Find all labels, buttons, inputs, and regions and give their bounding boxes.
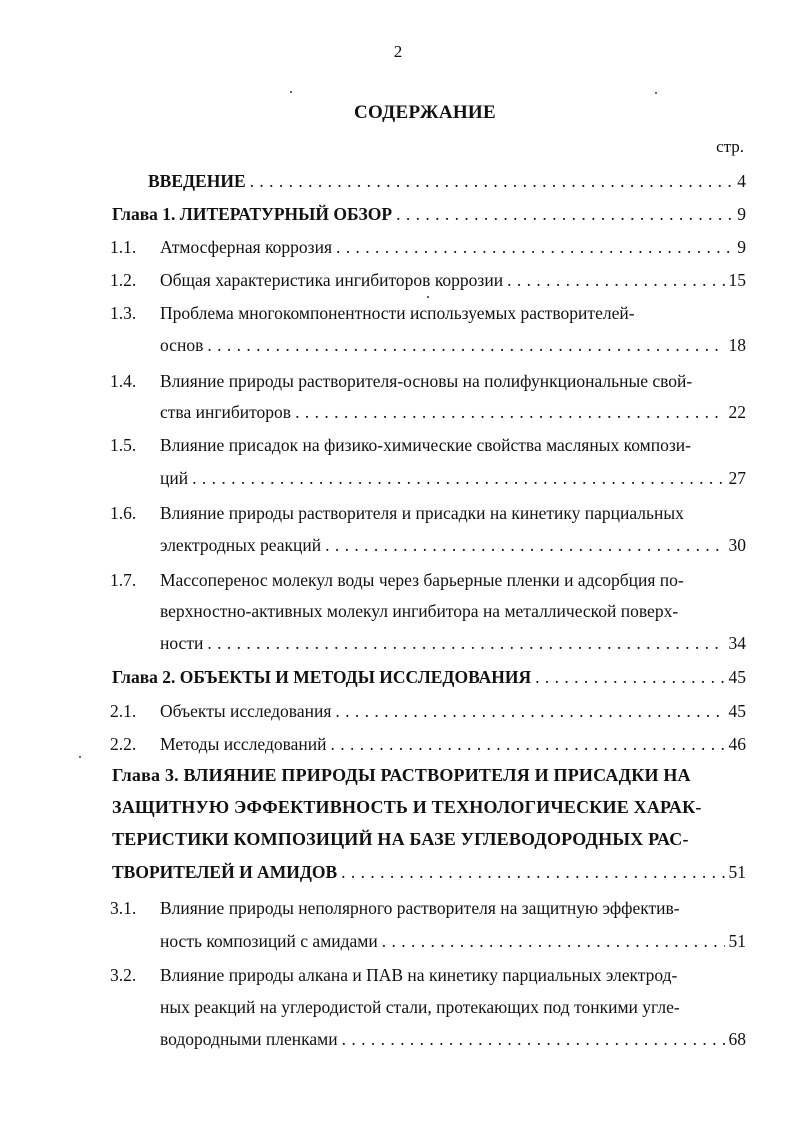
toc-page-number: 45 bbox=[728, 701, 746, 721]
toc-entry-title: Общая характеристика ингибиторов коррозии bbox=[160, 270, 504, 290]
toc-entry-1-3-line1[interactable] bbox=[110, 303, 635, 324]
dot-leader bbox=[382, 931, 725, 952]
toc-page-number: 15 bbox=[728, 270, 746, 290]
toc-section-number: 1.6. bbox=[110, 503, 137, 523]
toc-entry-title: Глава 1. ЛИТЕРАТУРНЫЙ ОБЗОР bbox=[112, 204, 393, 224]
toc-entry-title-cont: ТВОРИТЕЛЕЙ И АМИДОВ bbox=[112, 862, 338, 882]
toc-page-number: 22 bbox=[728, 402, 746, 422]
toc-entry-2-2[interactable] bbox=[110, 734, 746, 755]
toc-page-number: 27 bbox=[728, 468, 746, 488]
dot-leader bbox=[341, 862, 724, 883]
toc-page-number: 18 bbox=[728, 335, 746, 355]
toc-entry-title: ВВЕДЕНИЕ bbox=[148, 171, 246, 191]
toc-page-number: 45 bbox=[728, 667, 746, 687]
toc-entry-1-5-line1[interactable] bbox=[110, 435, 691, 456]
toc-entry-title: Влияние природы алкана и ПАВ на кинетику парциальных электрод- bbox=[160, 965, 678, 985]
dot-leader bbox=[325, 535, 724, 556]
toc-entry-2-1[interactable] bbox=[110, 701, 746, 722]
toc-section-number: 3.2. bbox=[110, 965, 137, 985]
toc-entry-chapter-3-line2[interactable] bbox=[112, 797, 702, 818]
dot-leader bbox=[207, 633, 724, 654]
toc-entry-title-cont: электродных реакций bbox=[160, 535, 322, 555]
dot-leader bbox=[396, 204, 733, 225]
toc-entry-chapter-3-line1[interactable] bbox=[112, 765, 691, 786]
page-column-label: стр. bbox=[716, 137, 744, 156]
toc-entry-title-cont: ТЕРИСТИКИ КОМПОЗИЦИЙ НА БАЗЕ УГЛЕВОДОРОДНЫХ РАС- bbox=[112, 829, 689, 849]
toc-entry-1-7-line2[interactable] bbox=[160, 601, 678, 622]
toc-section-number: 1.5. bbox=[110, 435, 137, 455]
toc-entry-title: Глава 3. ВЛИЯНИЕ ПРИРОДЫ РАСТВОРИТЕЛЯ И ПРИСАДКИ НА bbox=[112, 765, 691, 785]
toc-entry-title: Влияние природы растворителя-основы на полифункциональные свой- bbox=[160, 371, 693, 391]
toc-section-number: 1.1. bbox=[110, 237, 137, 257]
toc-entry-1-3[interactable] bbox=[160, 335, 746, 356]
toc-entry-title-cont: основ bbox=[160, 335, 204, 355]
page-title: СОДЕРЖАНИЕ bbox=[354, 102, 496, 123]
toc-entry-chapter-1[interactable] bbox=[112, 204, 746, 225]
toc-entry-3-1[interactable] bbox=[160, 931, 746, 952]
toc-page-number: 51 bbox=[728, 862, 746, 882]
toc-entry-1-4[interactable] bbox=[160, 402, 746, 423]
toc-entry-title: Влияние природы растворителя и присадки на кинетику парциальных bbox=[160, 503, 684, 523]
dot-leader bbox=[335, 701, 724, 722]
toc-section-number: 3.1. bbox=[110, 898, 137, 918]
dot-leader bbox=[336, 237, 733, 258]
toc-entry-title: Методы исследований bbox=[160, 734, 327, 754]
toc-entry-1-7-line1[interactable] bbox=[110, 570, 684, 591]
toc-entry-title-cont: ЗАЩИТНУЮ ЭФФЕКТИВНОСТЬ И ТЕХНОЛОГИЧЕСКИЕ ХАРАК- bbox=[112, 797, 702, 817]
toc-entry-title-cont: ности bbox=[160, 633, 204, 653]
toc-entry-1-5[interactable] bbox=[160, 468, 746, 489]
toc-entry-3-2[interactable] bbox=[160, 1029, 746, 1050]
dot-leader bbox=[192, 468, 724, 489]
toc-entry-introduction[interactable] bbox=[148, 171, 746, 192]
dot-leader bbox=[295, 402, 724, 423]
page-number: 2 bbox=[393, 42, 403, 61]
toc-entry-1-4-line1[interactable] bbox=[110, 371, 693, 392]
toc-section-number: 1.7. bbox=[110, 570, 137, 590]
scan-speck bbox=[427, 296, 429, 298]
toc-section-number: 1.4. bbox=[110, 371, 137, 391]
toc-entry-title-cont: ность композиций с амидами bbox=[160, 931, 378, 951]
toc-entry-title: Влияние присадок на физико-химические свойства масляных компози- bbox=[160, 435, 691, 455]
toc-entry-3-2-line1[interactable] bbox=[110, 965, 678, 986]
toc-entry-1-7[interactable] bbox=[160, 633, 746, 654]
toc-page-number: 46 bbox=[728, 734, 746, 754]
toc-entry-title: Влияние природы неполярного растворителя на защитную эффектив- bbox=[160, 898, 680, 918]
dot-leader bbox=[342, 1029, 725, 1050]
scan-speck bbox=[290, 91, 292, 93]
toc-entry-title-cont: ных реакций на углеродистой стали, протекающих под тонкими угле- bbox=[160, 997, 680, 1017]
dot-leader bbox=[507, 270, 724, 291]
toc-page-number: 68 bbox=[728, 1029, 746, 1049]
toc-page-number: 9 bbox=[737, 204, 746, 224]
toc-section-number: 2.2. bbox=[110, 734, 137, 754]
toc-entry-title: Глава 2. ОБЪЕКТЫ И МЕТОДЫ ИССЛЕДОВАНИЯ bbox=[112, 667, 532, 687]
toc-entry-1-6-line1[interactable] bbox=[110, 503, 684, 524]
toc-entry-title-cont: верхностно-активных молекул ингибитора на металлической поверх- bbox=[160, 601, 679, 621]
toc-entry-3-2-line2[interactable] bbox=[160, 997, 680, 1018]
toc-entry-3-1-line1[interactable] bbox=[110, 898, 680, 919]
toc-entry-1-2[interactable] bbox=[110, 270, 746, 291]
toc-page-number: 30 bbox=[728, 535, 746, 555]
toc-page-number: 51 bbox=[728, 931, 746, 951]
toc-entry-title: Атмосферная коррозия bbox=[160, 237, 333, 257]
dot-leader bbox=[207, 335, 724, 356]
toc-entry-title: Массоперенос молекул воды через барьерные пленки и адсорбция по- bbox=[160, 570, 684, 590]
toc-section-number: 1.2. bbox=[110, 270, 137, 290]
toc-entry-title-cont: ства ингибиторов bbox=[160, 402, 292, 422]
toc-section-number: 1.3. bbox=[110, 303, 137, 323]
scan-speck bbox=[79, 756, 81, 758]
toc-entry-1-6[interactable] bbox=[160, 535, 746, 556]
toc-section-number: 2.1. bbox=[110, 701, 137, 721]
toc-entry-1-1[interactable] bbox=[110, 237, 746, 258]
toc-entry-title: Объекты исследования bbox=[160, 701, 332, 721]
dot-leader bbox=[250, 171, 734, 192]
dot-leader bbox=[331, 734, 725, 755]
toc-entry-chapter-2[interactable] bbox=[112, 667, 746, 688]
toc-page-number: 34 bbox=[728, 633, 746, 653]
toc-entry-title-cont: ций bbox=[160, 468, 189, 488]
toc-entry-chapter-3[interactable] bbox=[112, 862, 746, 883]
toc-entry-title-cont: водородными пленками bbox=[160, 1029, 338, 1049]
scan-speck bbox=[655, 92, 657, 94]
toc-page-number: 9 bbox=[737, 237, 746, 257]
toc-entry-title: Проблема многокомпонентности используемых растворителей- bbox=[160, 303, 635, 323]
toc-page-number: 4 bbox=[737, 171, 746, 191]
dot-leader bbox=[535, 667, 724, 688]
toc-entry-chapter-3-line3[interactable] bbox=[112, 829, 689, 850]
